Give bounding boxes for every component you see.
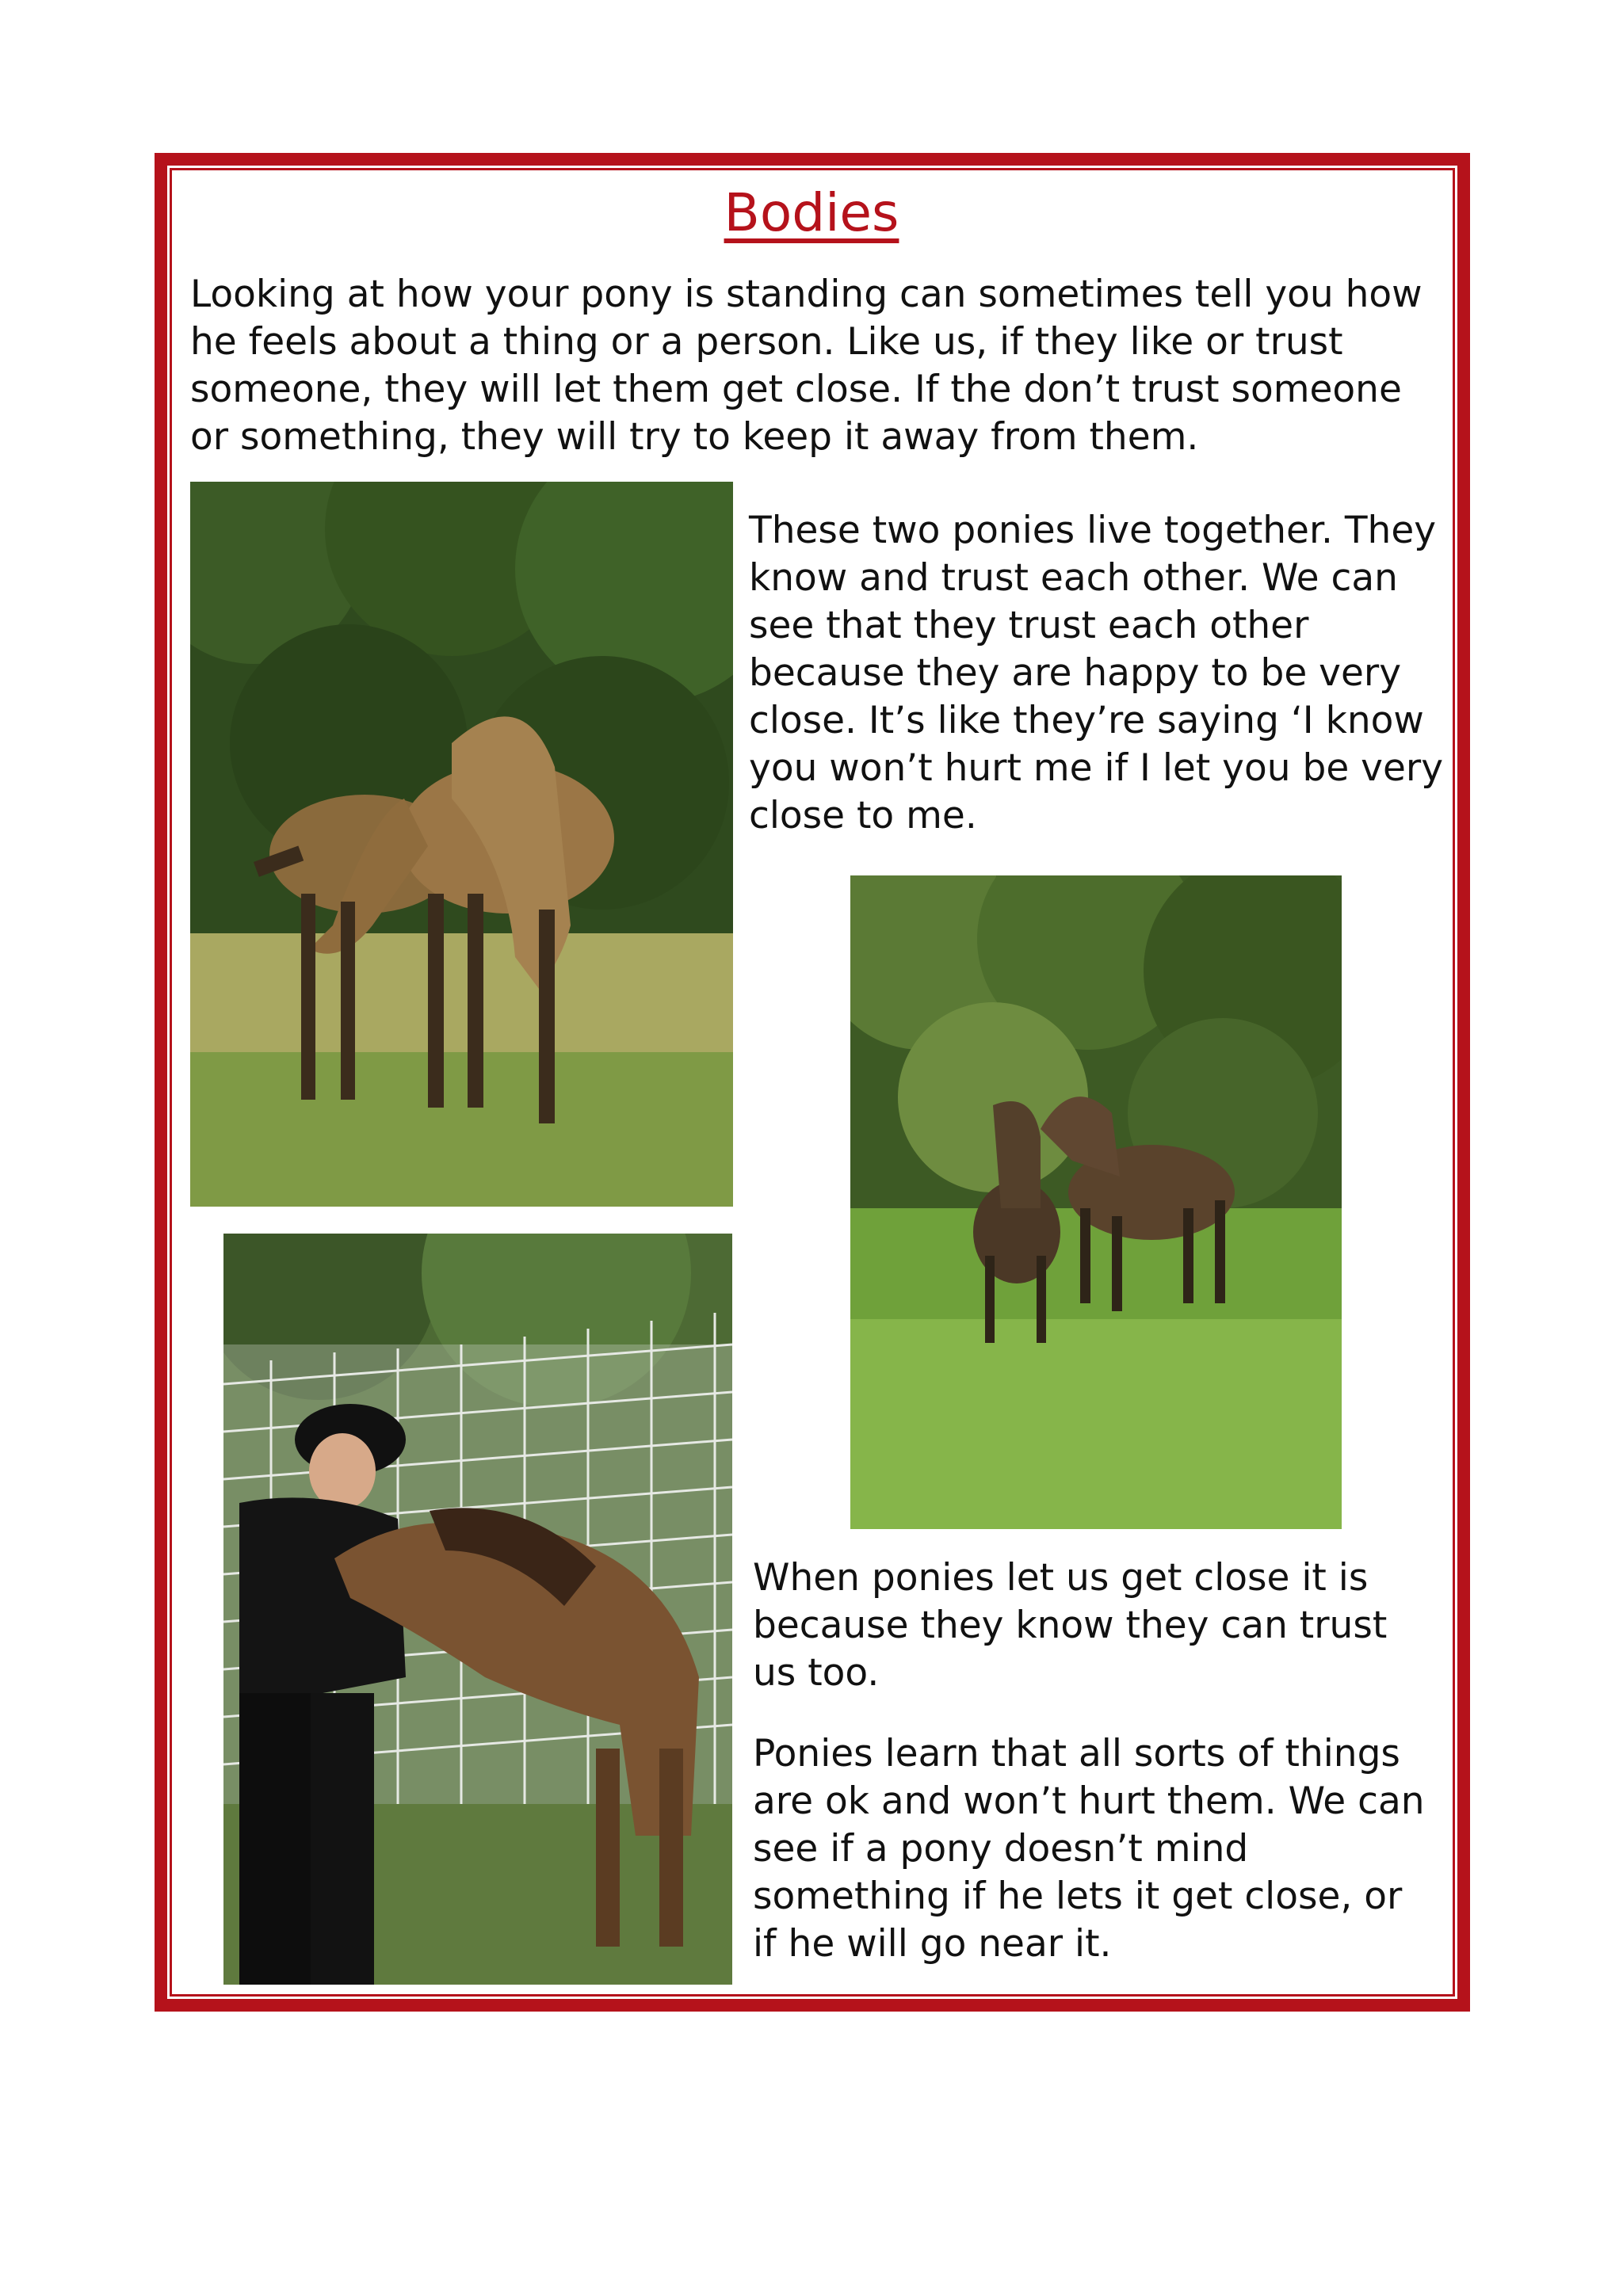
person-with-pony-photo — [223, 1234, 732, 1985]
page-title: Bodies — [724, 182, 899, 243]
intro-paragraph: Looking at how your pony is standing can sometimes tell you how he feels about a thing or a person. Like us, if they like or trust someone, they will let them get close. If the don’t trust someone or something, they will try to keep it away from them. — [190, 273, 1423, 459]
learning-paragraph: Ponies learn that all sorts of things are ok and won’t hurt them. We can see if a pony doesn’t mind something if he lets it get close, or if he will go near it. — [753, 1732, 1425, 1966]
ponies-in-field-photo — [850, 875, 1342, 1529]
trust-paragraph: These two ponies live together. They know and trust each other. We can see that they trust each other because they are happy to be very close. It’s like they’re saying ‘I know you won’t hurt me if I let you be very close to me. — [749, 509, 1444, 837]
close-trust-paragraph: When ponies let us get close it is because they know they can trust us too. — [753, 1556, 1388, 1695]
two-ponies-close-photo — [190, 482, 733, 1207]
